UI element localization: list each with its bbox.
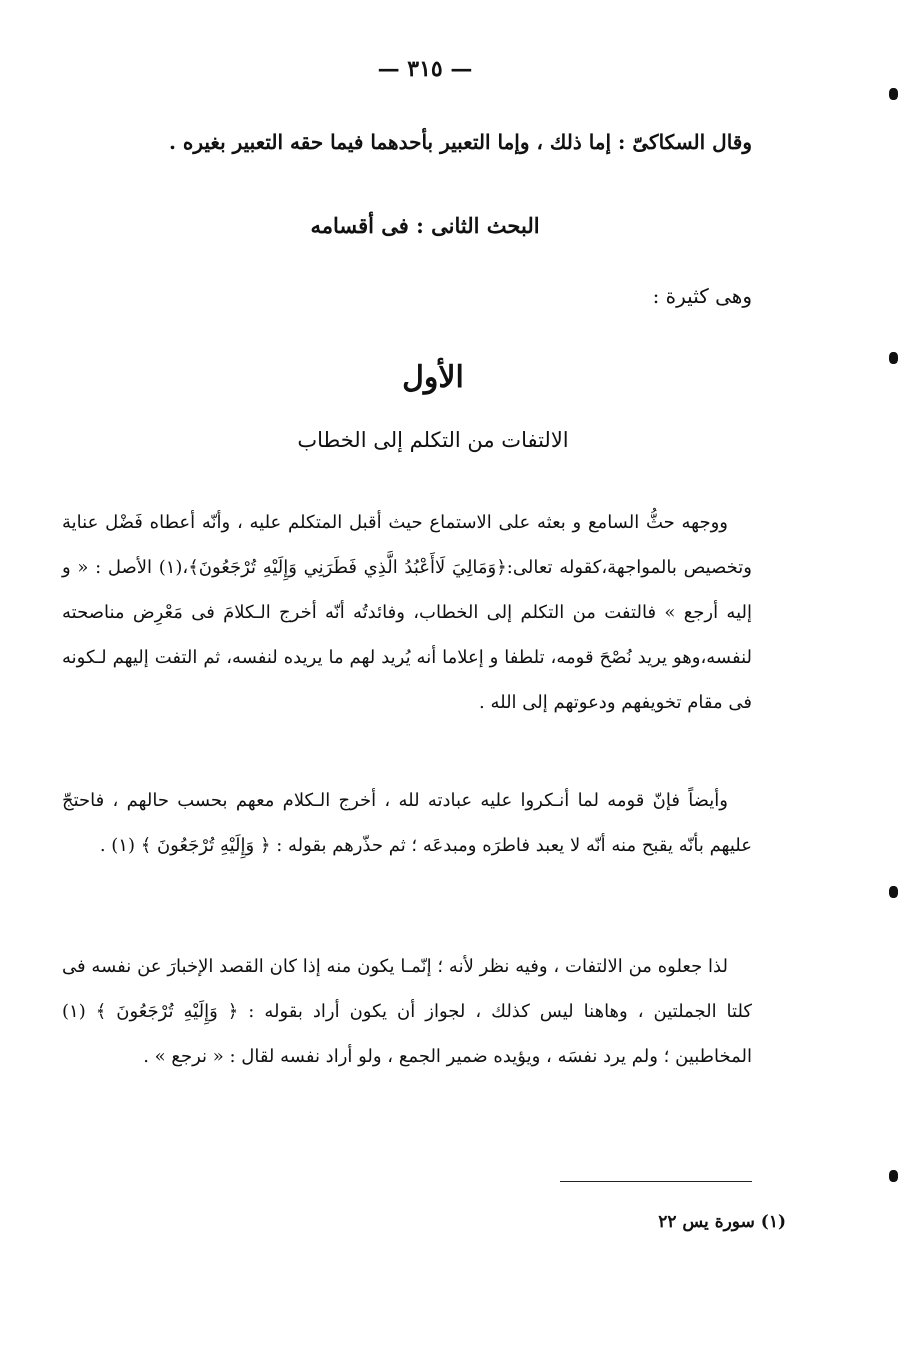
part-title: الأول — [402, 360, 464, 395]
paragraph-2: وأيضاً فإنّ قومه لما أنـكروا عليه عبادته لله ، أخرج الـكلام معهم بحسب حالهم ، فاحتجّ عليهم بأنّه يقبح منه أنّه لا يعبد فاطرَه ومبدعَه ؛ ثم حذّرهم بقوله : ﴿ وَإِلَيْهِ تُرْجَعُونَ ﴾ (١) . — [62, 790, 752, 856]
part-subtitle: الالتفات من التكلم إلى الخطاب — [297, 428, 569, 452]
margin-mark — [889, 1170, 898, 1182]
margin-mark — [889, 88, 898, 100]
footnote-separator — [560, 1181, 752, 1182]
paragraph-3: لذا جعلوه من الالتفات ، وفيه نظر لأنه ؛ إنّمـا يكون منه إذا كان القصد الإخبارَ عن نفسه فى كلتا الجملتين ، وهاهنا ليس كذلك ، لجواز أن يكون أراد بقوله : ﴿ وَإِلَيْهِ تُرْجَعُونَ ﴾ (١) المخاطبين ؛ ولم يرد نفسَه ، ويؤيده ضمير الجمع ، ولو أراد نفسه لقال : « نرجع » . — [62, 956, 752, 1067]
section-intro: وهى كثيرة : — [652, 284, 752, 308]
page-number: — ٣١٥ — — [377, 56, 473, 82]
section-heading: البحث الثانى : فى أقسامه — [310, 213, 540, 238]
margin-mark — [889, 886, 898, 898]
intro-line: وقال السكاكىّ : إما ذلك ، وإما التعبير بأحدهما فيما حقه التعبير بغيره . — [168, 130, 752, 154]
paragraph-1: ووجهه حثُّ السامع و بعثه على الاستماع حيث أقبل المتكلم عليه ، وأنّه أعطاه فَضْل عناية وتخصيص بالمواجهة،كقوله تعالى:﴿وَمَالِيَ لَاأَعْبُدُ الَّذِي فَطَرَنِي وَإِلَيْهِ تُرْجَعُونَ﴾،(١) الأصل : « و إليه أرجع » فالتفت من التكلم إلى الخطاب، وفائدتُه أنّه أخرج الـكلامَ فى مَعْرِض مناصحته لنفسه،وهو يريد نُصْحَ قومه، تلطفا و إعلاما أنه يُريد لهم ما يريده لنفسه، ثم التفت إليهم لـكونه فى مقام تخويفهم ودعوتهم إلى الله . — [62, 512, 752, 713]
margin-mark — [889, 352, 898, 364]
footnote: (١) سورة يس ٢٢ — [658, 1212, 786, 1232]
